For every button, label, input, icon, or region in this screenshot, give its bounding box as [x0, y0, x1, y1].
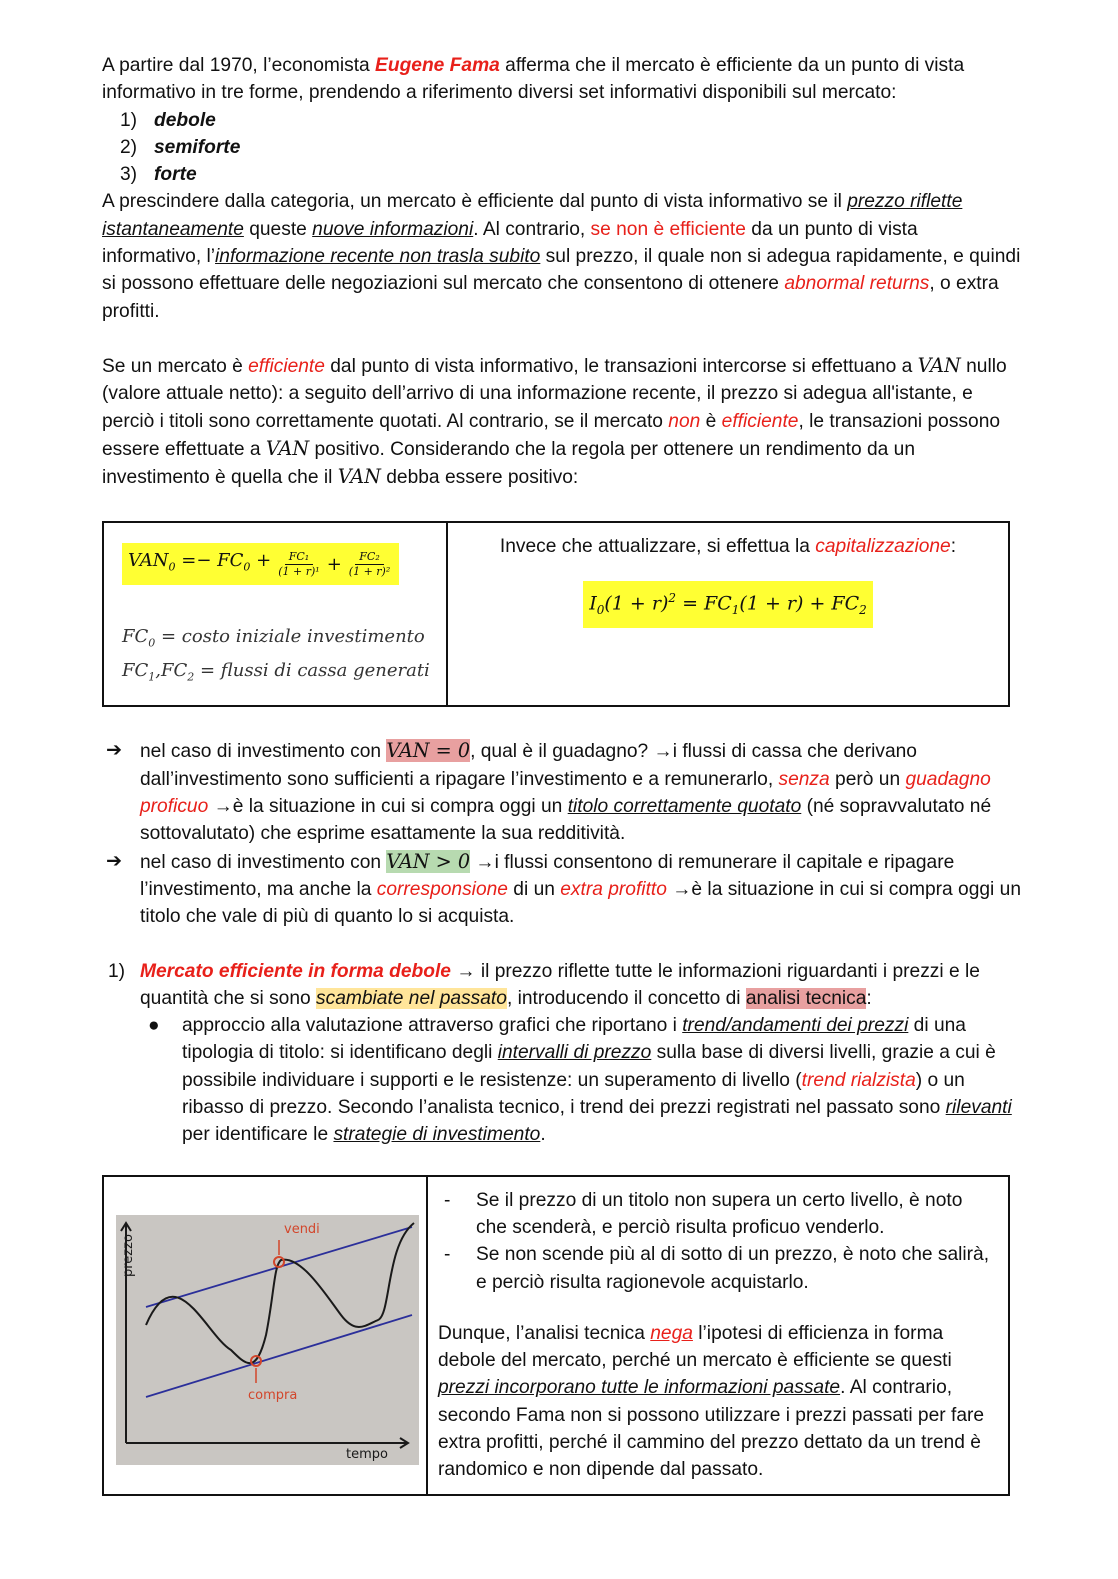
van-formula: $VAN_0 =- FC_0$ + $\frac{\text{FC₁}}{\text{(1 + r)¹}}$ + $\frac{\text{FC₂}}{\text{(1 + r)²}}$ [122, 543, 399, 585]
section-title: Mercato efficiente in forma debole [140, 960, 451, 982]
van-paragraph: Se un mercato è efficiente dal punto di vista informativo, le transazioni intercorse si effettuano a VAN nullo (valore attuale netto): a seguito dell’arrivo di una informazione recente, il prezzo si adegua all'istante, e perciò i titoli sono correttamente quotati. Al contrario, se il mercato non è efficiente, le transazioni possono essere effettuate a VAN positivo. Considerando che la regola per ottenere un rendimento da un investimento è quella che il VAN debba essere positivo: [102, 353, 1007, 489]
technical-analysis-box [102, 1175, 1010, 1496]
list-item: - Se non scende più al di sotto di un prezzo, è noto che salirà, e perciò risulta ragionevole acquistarlo. [444, 1244, 990, 1293]
list-item: 2) semiforte [120, 136, 241, 158]
arrow-icon: ➔ [106, 740, 123, 762]
capitalization-cell [447, 522, 1009, 706]
fraction-1: $\frac{\text{FC₁}}{\text{(1 + r)¹}}$ [278, 549, 320, 578]
efficiency-paragraph: A prescindere dalla categoria, un mercato è efficiente dal punto di vista informativo se il prezzo riflette istantaneamente queste nuove informazioni. Al contrario, se non è efficiente da un punto di vista informativo, l’informazione recente non trasla subito sul prezzo, il quale non si adegua rapidamente, e quindi si possono effettuare delle negoziazioni sul mercato che consentono di ottenere abnormal returns, o extra profitti. [102, 191, 1021, 322]
list-item: ➔ nel caso di investimento con VAN = 0, qual è il guadagno? →i flussi di cassa che derivano dall’investimento sono sufficienti a ripagare l’investimento e a remunerarlo, senza però un guadagno proficuo →è la situazione in cui si compra oggi un titolo correttamente quotato (né sopravvalutato né sottovalutato) che esprime esattamente la sua redditività. [106, 739, 992, 845]
arrow-icon: ➔ [106, 850, 123, 872]
forms-list [102, 107, 1022, 189]
buy-label: compra [248, 1387, 298, 1403]
conclusion-paragraph: Dunque, l’analisi tecnica nega l’ipotesi di efficienza in forma debole del mercato, perché un mercato è efficiente se questi prezzi incorporano tutte le informazioni passate. Al contrario, secondo Fama non si possono utilizzare i prezzi passati per fare extra profitti, perché il cammino del prezzo dettato da un trend è randomico e non dipende dal passato. [438, 1322, 985, 1481]
legend-fc0: $FC_0$ = costo iniziale investimento [122, 626, 425, 651]
graph-cell [103, 1176, 427, 1495]
weak-form-section: 1) Mercato efficiente in forma debole → il prezzo riflette tutte le informazioni riguardanti i prezzi e le quantità che si sono scambiate nel passato, introducendo il concetto di analisi tecnica: [108, 960, 980, 1009]
sketch-background [116, 1215, 419, 1465]
list-item: 3) forte [120, 164, 197, 186]
technical-analysis-text [427, 1176, 1009, 1495]
fraction-2: $\frac{\text{FC₂}}{\text{(1 + r)²}}$ [348, 549, 391, 578]
list-item: - Se il prezzo di un titolo non supera un certo livello, è noto che scenderà, e perciò risulta proficuo venderlo. [444, 1189, 963, 1238]
arrow-list [102, 737, 1022, 930]
x-axis-label: tempo [346, 1446, 388, 1462]
sell-label: vendi [284, 1221, 320, 1237]
list-item: ➔ nel caso di investimento con VAN > 0 →i flussi consentono di remunerare il capitale e ripagare l’investimento, ma anche la corresponsione di un extra profitto →è la situazione in cui si compra oggi un titolo che vale di più di quanto lo si acquista. [106, 849, 1021, 928]
y-axis-label: prezzo [121, 1233, 136, 1277]
capitalization-text: Invece che attualizzare, si effettua la capitalizzazione: [499, 536, 957, 558]
technical-analysis-bullet: ● approccio alla valutazione attraverso grafici che riportano i trend/andamenti dei prezzi di una tipologia di titolo: si identificano degli intervalli di prezzo sulla base di diversi livelli, grazie a cui è possibile individuare i supporti e le resistenze: un superamento di livello (trend rialzista) o un ribasso di prezzo. Secondo l’analista tecnico, i trend dei prezzi registrati nel passato sono rilevanti per identificare le strategie di investimento. [102, 1012, 1022, 1148]
fama-name: Eugene Fama [375, 55, 500, 76]
trend-sketch-svg [116, 1215, 419, 1465]
legend-fc12: $FC_1,FC_2$ = flussi di cassa generati [122, 660, 430, 685]
van-formula-box [102, 521, 1010, 707]
capitalization-formula: $I_0(1 + r)^2 = FC_1(1 + r) + FC_2$ [583, 581, 873, 628]
intro-paragraph: A partire dal 1970, l’economista Eugene Fama afferma che il mercato è efficiente da un punto di vista informativo in tre forme, prendendo a riferimento diversi set informativi disponibili sul mercato: [102, 55, 965, 104]
bullet-icon: ● [148, 1015, 160, 1037]
van-formula-cell [103, 522, 447, 706]
price-trend-sketch [116, 1215, 419, 1465]
list-item: 1) debole [120, 109, 216, 131]
document-page [102, 52, 1022, 1496]
